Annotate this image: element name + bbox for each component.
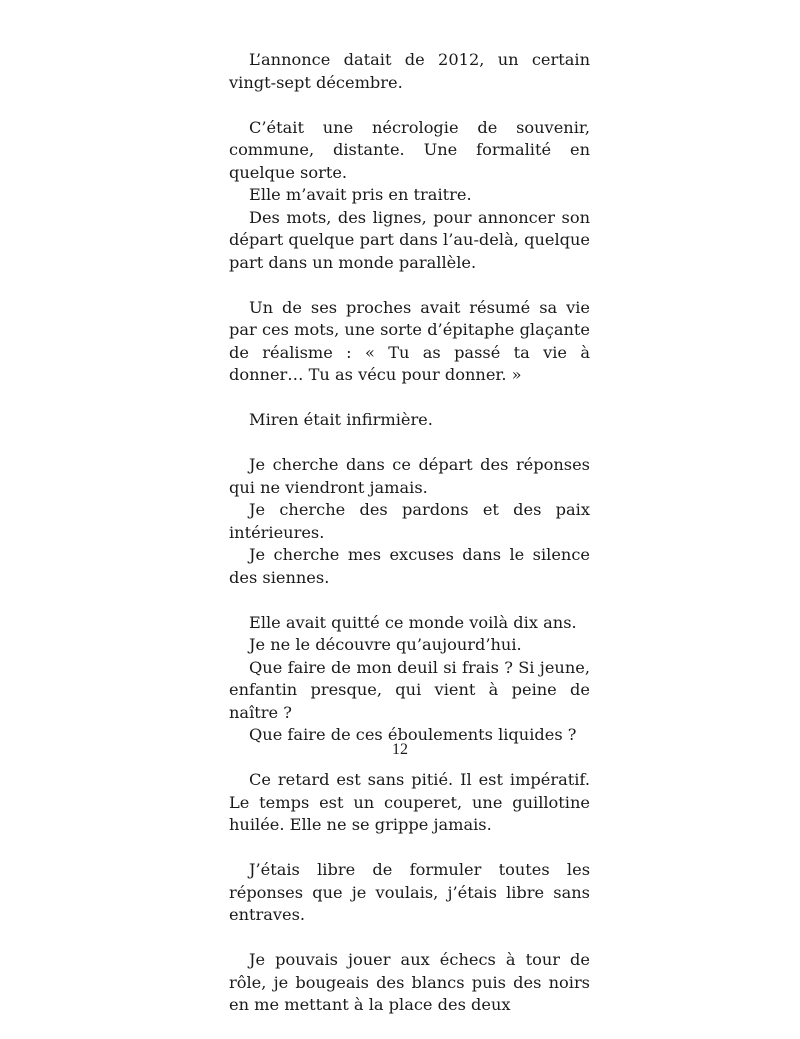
text-line: Miren était infirmière. — [249, 410, 433, 429]
paragraph — [229, 454, 590, 589]
text-line: Que faire de ces éboulements liquides ? — [249, 725, 577, 744]
paragraph — [229, 409, 590, 432]
paragraph — [229, 612, 590, 747]
page-number: 12 — [392, 741, 408, 758]
paragraph — [229, 117, 590, 275]
text-line: Ce retard est sans pitié. Il est impératif. Le temps est un couperet, une guillotine huilée. Elle ne se grippe jamais. — [229, 770, 590, 834]
paragraph — [229, 769, 590, 837]
text-line: Des mots, des lignes, pour annoncer son départ quelque part dans l’au-delà, quelque part dans un monde parallèle. — [229, 207, 590, 272]
text-line: Je cherche dans ce départ des réponses qui ne viendront jamais. — [229, 455, 590, 497]
text-line: Je ne le découvre qu’aujourd’hui. — [249, 635, 522, 654]
text-line: Que faire de mon deuil si frais ? Si jeune, enfantin presque, qui vient à peine de naître ? — [229, 657, 590, 722]
text-line: L’annonce datait de 2012, un certain vingt-sept décembre. — [229, 50, 590, 92]
text-line: Je cherche des pardons et des paix intérieures. — [229, 500, 590, 542]
text-line: C’était une nécrologie de souvenir, commune, distante. Une formalité en quelque sorte. — [229, 117, 590, 182]
text-line: Un de ses proches avait résumé sa vie par ces mots, une sorte d’épitaphe glaçante de réalisme : « Tu as passé ta vie à donner… Tu as vécu pour donner. » — [229, 297, 590, 384]
text-line: Je cherche mes excuses dans le silence des siennes. — [229, 545, 590, 587]
paragraph — [229, 49, 590, 94]
paragraph — [229, 949, 590, 1017]
paragraph — [229, 297, 590, 387]
text-line: Elle m’avait pris en traitre. — [249, 185, 472, 204]
text-line: Je pouvais jouer aux échecs à tour de rôle, je bougeais des blancs puis des noirs en me mettant à la place des deux — [229, 950, 590, 1014]
text-line: Elle avait quitté ce monde voilà dix ans. — [249, 612, 577, 632]
paragraph — [229, 859, 590, 927]
text-line: J’étais libre de formuler toutes les réponses que je voulais, j’étais libre sans entraves. — [229, 860, 590, 924]
body-text — [229, 49, 590, 1039]
